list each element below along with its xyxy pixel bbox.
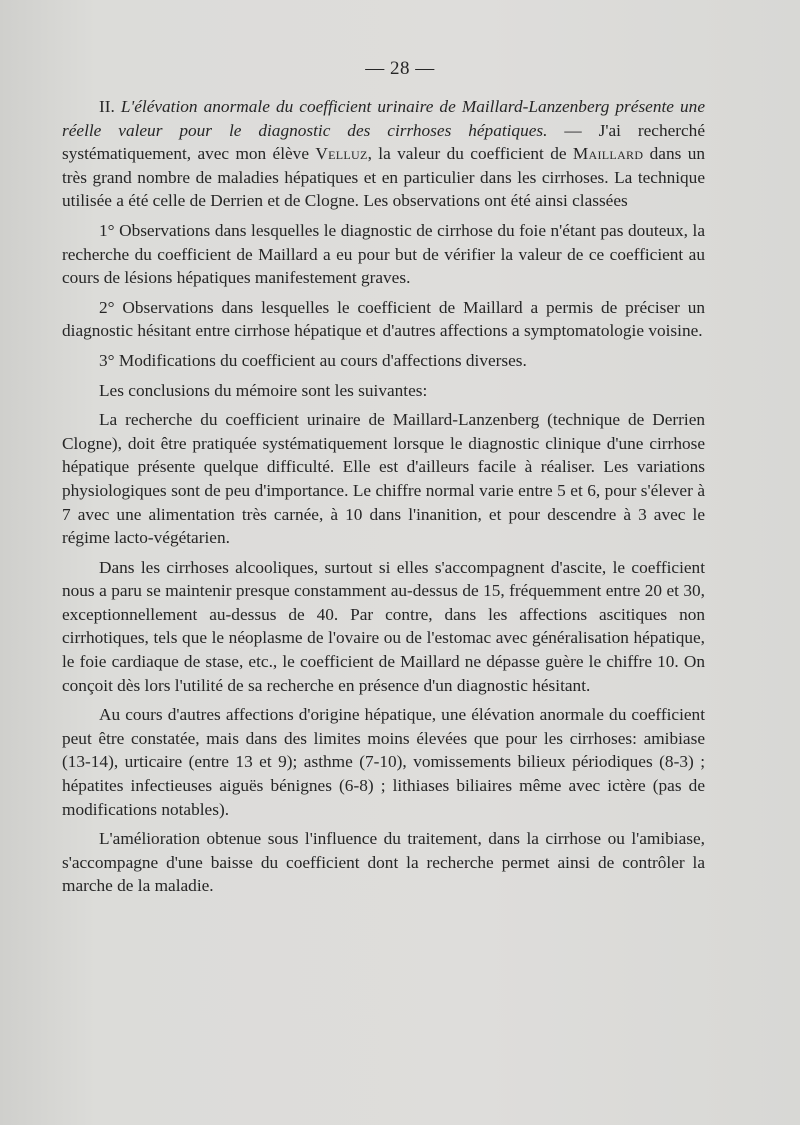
paragraph-conclusion-technique: La recherche du coefficient urinaire de Maillard-Lanzenberg (technique de Derrien Clogne), doit être pratiquée systématiquement lorsque le diagnostic clinique d'une cirrhose hépatique présente quelque difficulté. Elle est d'ailleurs facile à réaliser. Les variations physiologiques sont de peu d'importance. Le chiffre normal varie entre 5 et 6, pour s'élever à 7 avec une alimentation très carnée, à 10 dans l'inanition, et pour descendre à 3 avec le régime lacto-végétarien. (62, 410, 705, 548)
paragraph-conclusion-other-affections: Au cours d'autres affections d'origine hépatique, une élévation anormale du coefficient peut être constatée, mais dans des limites moins élevées que pour les cirrhoses: amibiase (13-14), urticaire (entre 13 et 9); asthme (7-10), vomissements bilieux périodiques (8-3) ; hépatites infectieuses aiguës bénignes (6-8) ; lithiases biliaires même avec ictère (pas de modifications notables). (62, 705, 705, 819)
page-number: — 28 — (365, 58, 435, 79)
author-name-maillard: Maillard (572, 144, 644, 164)
author-name-velluz: Velluz (315, 144, 368, 164)
intro-text-a: — J'ai recherché systématiquement, avec mon élève (62, 120, 705, 164)
paragraph-conclusion-cirrhoses: Dans les cirrhoses alcooliques, surtout si elles s'accompagnent d'ascite, le coefficient nous a paru se maintenir presque constamment au-dessus de 15, fréquemment entre 20 et 30, exceptionnellement au-dessus de 40. Par contre, dans les affections ascitiques non cirrhotiques, tels que le néoplasme de l'ovaire ou de l'estomac avec généralisation hépatique, le foie cardiaque de stase, etc., le coefficient de Maillard ne dépasse guère le chiffre 10. On conçoit dès lors l'utilité de sa recherche en présence d'un diagnostic hésitant. (62, 557, 705, 695)
paragraph-conclusions-intro: Les conclusions du mémoire sont les suivantes: (99, 380, 428, 400)
paragraph-observation-2: 2° Observations dans lesquelles le coefficient de Maillard a permis de préciser un diagnostic hésitant entre cirrhose hépatique et d'autres affections a symptomatologie voisine. (62, 297, 705, 341)
intro-text-b: , la valeur du coefficient de (367, 144, 573, 164)
section-heading: L'élévation anormale du coefficient urinaire de Maillard-Lanzenberg présente une réelle valeur pour le diagnostic des cirrhoses hépatiques. (62, 97, 705, 140)
paragraph-conclusion-treatment: L'amélioration obtenue sous l'influence du traitement, dans la cirrhose ou l'amibiase, s'accompagne d'une baisse du coefficient dont la recherche permet ainsi de contrôler la marche de la maladie. (62, 829, 705, 896)
paragraph-observation-1: 1° Observations dans lesquelles le diagnostic de cirrhose du foie n'étant pas douteux, la recherche du coefficient de Maillard a eu pour but de vérifier la valeur de ce coefficient au cours de lésions hépatiques manifestement graves. (62, 220, 705, 288)
body-text (62, 95, 705, 904)
paragraph-observation-3: 3° Modifications du coefficient au cours d'affections diverses. (99, 350, 527, 370)
section-number: II. (99, 97, 115, 116)
section-ii-paragraph (62, 95, 705, 213)
intro-text-c: dans un très grand nombre de maladies hépatiques et en particulier dans les cirrhoses. La technique utilisée a été celle de Derrien et de Clogne. Les observations ont été ainsi classées (62, 144, 705, 211)
